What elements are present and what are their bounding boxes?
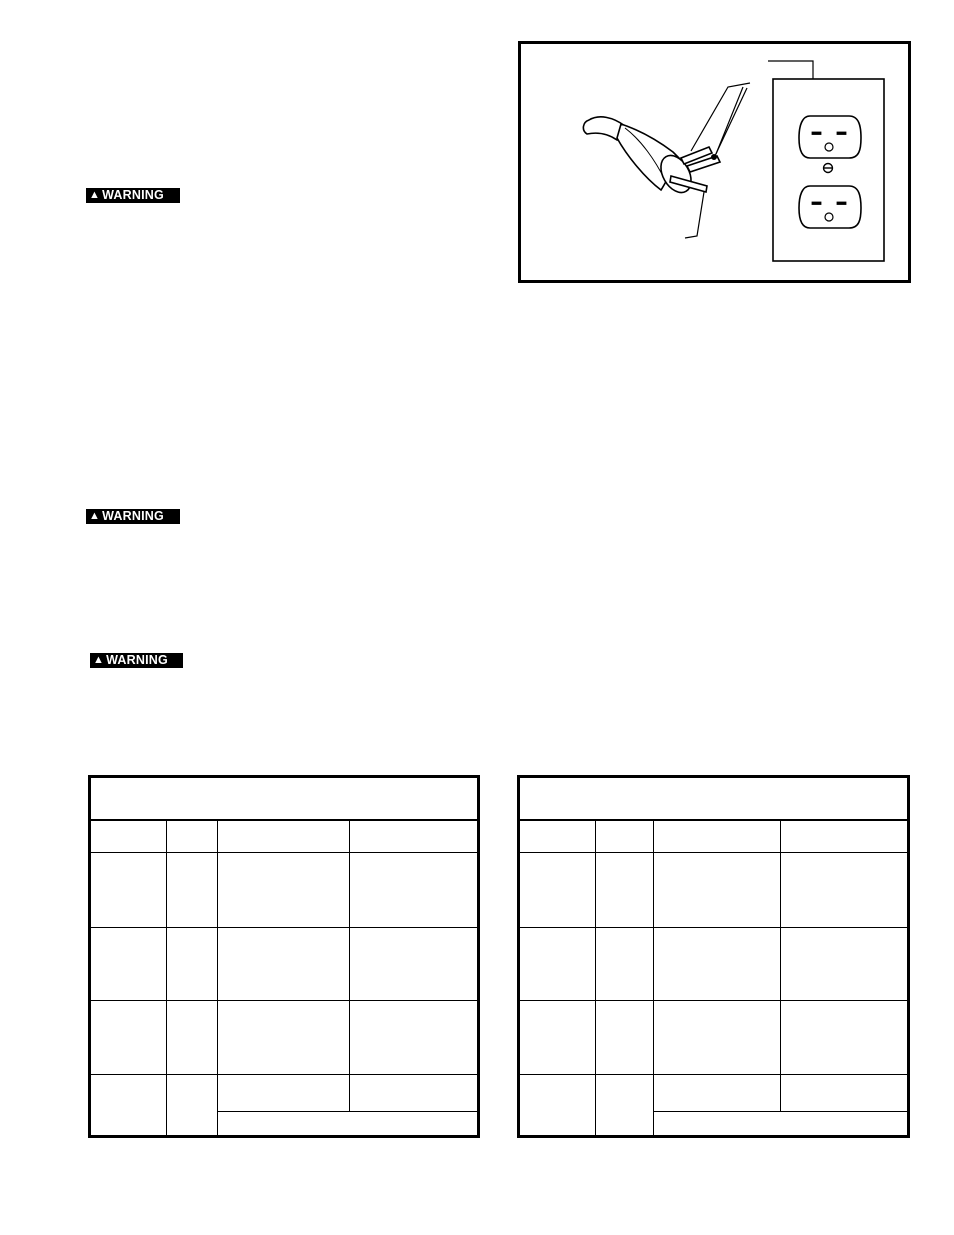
table-cell (781, 853, 909, 928)
table-cell (90, 1075, 167, 1137)
table-cell (654, 1112, 909, 1137)
warning-triangle-icon: ▲ (89, 189, 101, 201)
table-header-cell (654, 820, 781, 853)
table-title-cell (90, 777, 479, 820)
table-cell (218, 1001, 350, 1075)
table-cell (654, 1075, 781, 1112)
table-header-cell (596, 820, 654, 853)
table-cell (781, 928, 909, 1001)
plug-icon (583, 83, 750, 238)
warning-badge-1 (86, 188, 180, 203)
warning-label: WARNING (102, 509, 164, 523)
table-header-cell (218, 820, 350, 853)
table-cell (167, 853, 218, 928)
table-cell (350, 1075, 479, 1112)
table-cell (218, 853, 350, 928)
table-cell (596, 1075, 654, 1137)
table-cell (519, 1075, 596, 1137)
warning-label: WARNING (102, 188, 164, 202)
table-row (90, 1001, 479, 1075)
table-cell (350, 853, 479, 928)
table-cell (167, 1075, 218, 1137)
table-cell (596, 1001, 654, 1075)
table-cell (218, 1075, 350, 1112)
warning-badge-3 (90, 653, 183, 668)
extension-cord-table-left (88, 775, 480, 1138)
table-cell (654, 928, 781, 1001)
table-cell (218, 1112, 479, 1137)
table-row (519, 853, 909, 928)
table-cell (90, 928, 167, 1001)
table-row (90, 928, 479, 1001)
table-cell (519, 1001, 596, 1075)
table-cell (596, 928, 654, 1001)
table-header-cell (90, 820, 167, 853)
extension-cord-table-right (517, 775, 910, 1138)
table-header-cell (350, 820, 479, 853)
table-cell (596, 853, 654, 928)
table-header-cell (519, 820, 596, 853)
table-cell (350, 1001, 479, 1075)
table-cell (519, 853, 596, 928)
table-cell (350, 928, 479, 1001)
table-row (519, 1001, 909, 1075)
table-header-cell (167, 820, 218, 853)
plug-outlet-illustration (521, 44, 908, 280)
table-cell (90, 853, 167, 928)
outlet-icon (768, 61, 884, 261)
table-header-cell (781, 820, 909, 853)
table-cell (519, 928, 596, 1001)
table-cell (90, 1001, 167, 1075)
table-row (90, 853, 479, 928)
table-row (90, 1075, 479, 1112)
table-cell (781, 1001, 909, 1075)
table-row (519, 928, 909, 1001)
table-row (519, 1075, 909, 1112)
table-title-cell (519, 777, 909, 820)
table-cell (654, 1001, 781, 1075)
warning-triangle-icon: ▲ (93, 654, 105, 666)
table-cell (167, 1001, 218, 1075)
table-cell (167, 928, 218, 1001)
table-cell (781, 1075, 909, 1112)
grounded-plug-figure (518, 41, 911, 283)
table-cell (218, 928, 350, 1001)
warning-badge-2 (86, 509, 180, 524)
warning-triangle-icon: ▲ (89, 510, 101, 522)
warning-label: WARNING (106, 653, 168, 667)
table-cell (654, 853, 781, 928)
